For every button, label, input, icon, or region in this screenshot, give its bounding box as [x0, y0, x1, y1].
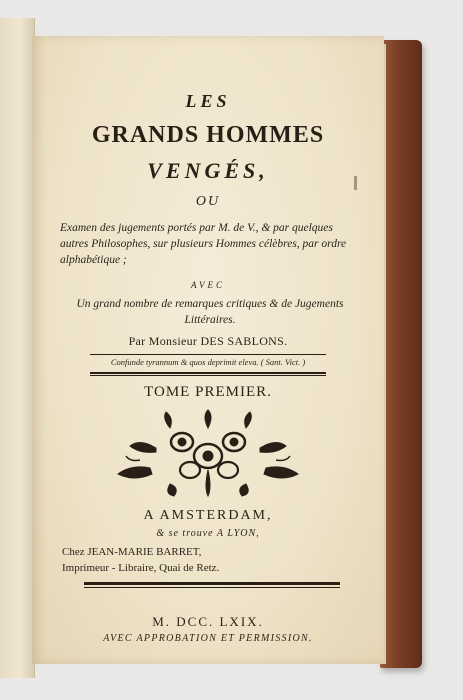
author-line: Par Monsieur DES SABLONS. — [128, 334, 288, 348]
publication-year: M. DCC. LXIX. — [152, 614, 264, 629]
title-page — [32, 36, 384, 664]
facing-page — [0, 18, 35, 678]
subtitle-avec: AVEC — [190, 280, 226, 290]
imprint-city: A AMSTERDAM, — [143, 508, 273, 523]
title-les: LES — [185, 91, 231, 111]
rule-double-thick — [90, 372, 326, 374]
subtitle-grand-nombre: Un grand nombre de remarques critiques & de Jugements Littéraires. — [76, 298, 344, 326]
title-grands-hommes: GRANDS HOMMES — [91, 122, 325, 148]
imprint-address: Imprimeur - Libraire, Quai de Retz. — [62, 562, 220, 574]
approbation-line: AVEC APPROBATION ET PERMISSION. — [103, 633, 313, 644]
rule-bottom-thick — [84, 582, 340, 585]
rule-top — [90, 354, 326, 355]
leather-binding — [380, 40, 422, 668]
imprint-publisher: Chez JEAN-MARIE BARRET, — [62, 546, 202, 558]
rule-double-thin — [90, 375, 326, 376]
title-venges: VENGÉS, — [147, 158, 269, 183]
imprint-lyon: & se trouve A LYON, — [156, 528, 260, 539]
volume-label: TOME PREMIER. — [144, 384, 272, 400]
motto: Confunde tyrannum & quos deprimit eleva. ( Sant. Vict. ) — [110, 357, 306, 367]
title-ou: OU — [195, 194, 221, 209]
subtitle-examen: Examen des jugements portés par M. de V., & par quelques autres Philosophes, sur plusieurs Hommes célèbres, par ordre alphabétique ; — [60, 222, 347, 266]
floral-fleuron-icon — [110, 408, 306, 498]
rule-bottom-thin — [84, 587, 340, 588]
ink-mark — [354, 176, 357, 190]
